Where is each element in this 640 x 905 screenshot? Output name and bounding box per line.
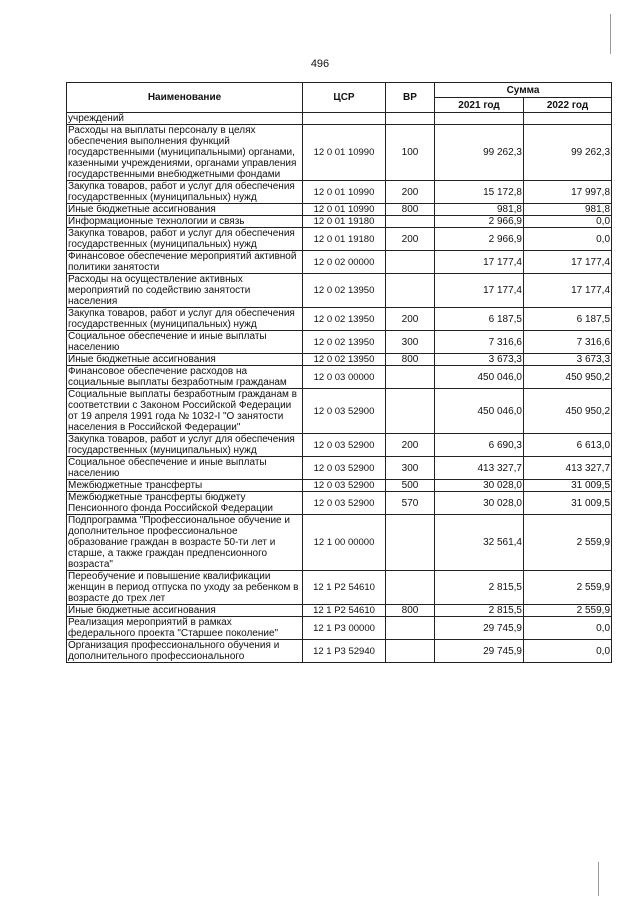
cell-2021: 17 177,4 bbox=[435, 251, 524, 274]
cell-vr bbox=[386, 515, 435, 571]
table-row bbox=[67, 251, 612, 274]
cell-2022: 31 009,5 bbox=[524, 492, 612, 515]
cell-csr: 12 0 03 52900 bbox=[303, 492, 386, 515]
edge-mark-bottom bbox=[598, 862, 599, 896]
table-row bbox=[67, 113, 612, 125]
cell-name: Переобучение и повышение квалификации женщин в период отпуска по уходу за ребенком в возрасте до трех лет bbox=[67, 571, 303, 605]
cell-2021: 413 327,7 bbox=[435, 457, 524, 480]
cell-2021: 2 966,9 bbox=[435, 216, 524, 228]
cell-csr: 12 0 03 52900 bbox=[303, 434, 386, 457]
table-row bbox=[67, 366, 612, 389]
header-name: Наименование bbox=[67, 83, 303, 113]
cell-csr: 12 0 02 13950 bbox=[303, 274, 386, 308]
table-row bbox=[67, 274, 612, 308]
cell-csr: 12 0 02 13950 bbox=[303, 331, 386, 354]
table-row bbox=[67, 640, 612, 663]
table-row bbox=[67, 354, 612, 366]
cell-2021: 2 966,9 bbox=[435, 228, 524, 251]
cell-name: Расходы на выплаты персоналу в целях обеспечения выполнения функций государственными (муниципальными) органами, казенными учреждениями, органами управления государственными внебюджетными фондами bbox=[67, 125, 303, 181]
cell-2021: 450 046,0 bbox=[435, 389, 524, 434]
cell-2021: 3 673,3 bbox=[435, 354, 524, 366]
edge-mark-top bbox=[610, 14, 611, 54]
cell-name: Межбюджетные трансферты бюджету Пенсионного фонда Российской Федерации bbox=[67, 492, 303, 515]
cell-name: Реализация мероприятий в рамках федерального проекта "Старшее поколение" bbox=[67, 617, 303, 640]
table-row bbox=[67, 389, 612, 434]
cell-csr: 12 0 01 10990 bbox=[303, 181, 386, 204]
cell-vr: 100 bbox=[386, 125, 435, 181]
cell-name: Закупка товаров, работ и услуг для обеспечения государственных (муниципальных) нужд bbox=[67, 228, 303, 251]
cell-name: Социальное обеспечение и иные выплаты населению bbox=[67, 457, 303, 480]
cell-name: Финансовое обеспечение мероприятий активной политики занятости bbox=[67, 251, 303, 274]
header-vr: ВР bbox=[386, 83, 435, 113]
cell-name: Закупка товаров, работ и услуг для обеспечения государственных (муниципальных) нужд bbox=[67, 434, 303, 457]
cell-vr: 500 bbox=[386, 480, 435, 492]
cell-vr: 200 bbox=[386, 228, 435, 251]
cell-vr bbox=[386, 617, 435, 640]
cell-2022: 99 262,3 bbox=[524, 125, 612, 181]
table-row bbox=[67, 605, 612, 617]
cell-csr: 12 0 02 00000 bbox=[303, 251, 386, 274]
page-number: 496 bbox=[310, 58, 330, 70]
cell-csr: 12 0 02 13950 bbox=[303, 354, 386, 366]
cell-2021 bbox=[435, 113, 524, 125]
cell-2021: 32 561,4 bbox=[435, 515, 524, 571]
table-row bbox=[67, 125, 612, 181]
cell-2022: 2 559,9 bbox=[524, 605, 612, 617]
cell-csr: 12 0 03 00000 bbox=[303, 366, 386, 389]
cell-vr bbox=[386, 274, 435, 308]
cell-2022 bbox=[524, 113, 612, 125]
table-row bbox=[67, 204, 612, 216]
table-row bbox=[67, 308, 612, 331]
cell-name: Расходы на осуществление активных мероприятий по содействию занятости населения bbox=[67, 274, 303, 308]
header-csr: ЦСР bbox=[303, 83, 386, 113]
cell-name: Организация профессионального обучения и дополнительного профессионального bbox=[67, 640, 303, 663]
table-row bbox=[67, 331, 612, 354]
cell-name: Межбюджетные трансферты bbox=[67, 480, 303, 492]
table-row bbox=[67, 492, 612, 515]
budget-table bbox=[66, 82, 612, 663]
cell-2022: 2 559,9 bbox=[524, 515, 612, 571]
cell-vr: 800 bbox=[386, 605, 435, 617]
cell-vr bbox=[386, 389, 435, 434]
cell-name: Социальные выплаты безработным гражданам в соответствии с Законом Российской Федерации от 19 апреля 1991 года № 1032-I "О занятости населения в Российской Федерации" bbox=[67, 389, 303, 434]
cell-2022: 31 009,5 bbox=[524, 480, 612, 492]
cell-vr: 200 bbox=[386, 434, 435, 457]
cell-vr: 300 bbox=[386, 457, 435, 480]
cell-csr: 12 0 03 52900 bbox=[303, 480, 386, 492]
cell-2022: 6 187,5 bbox=[524, 308, 612, 331]
cell-2022: 3 673,3 bbox=[524, 354, 612, 366]
cell-2022: 450 950,2 bbox=[524, 389, 612, 434]
cell-2021: 2 815,5 bbox=[435, 571, 524, 605]
cell-2022: 0,0 bbox=[524, 216, 612, 228]
cell-vr bbox=[386, 113, 435, 125]
cell-2021: 450 046,0 bbox=[435, 366, 524, 389]
cell-2022: 981,8 bbox=[524, 204, 612, 216]
cell-2021: 17 177,4 bbox=[435, 274, 524, 308]
cell-name: Иные бюджетные ассигнования bbox=[67, 605, 303, 617]
table-row bbox=[67, 480, 612, 492]
cell-2022: 413 327,7 bbox=[524, 457, 612, 480]
cell-2022: 6 613,0 bbox=[524, 434, 612, 457]
cell-csr: 12 0 01 19180 bbox=[303, 216, 386, 228]
table-header bbox=[67, 83, 612, 113]
table-row bbox=[67, 228, 612, 251]
cell-name: Подпрограмма "Профессиональное обучение и дополнительное профессиональное образование граждан в возрасте 50-ти лет и старше, а также граждан предпенсионного возраста" bbox=[67, 515, 303, 571]
table-row bbox=[67, 181, 612, 204]
cell-2022: 0,0 bbox=[524, 640, 612, 663]
cell-vr: 800 bbox=[386, 354, 435, 366]
cell-vr: 300 bbox=[386, 331, 435, 354]
cell-csr: 12 1 00 00000 bbox=[303, 515, 386, 571]
table-row bbox=[67, 216, 612, 228]
cell-2022: 17 177,4 bbox=[524, 251, 612, 274]
cell-2022: 17 177,4 bbox=[524, 274, 612, 308]
cell-2021: 29 745,9 bbox=[435, 617, 524, 640]
cell-csr: 12 0 01 10990 bbox=[303, 125, 386, 181]
cell-2022: 450 950,2 bbox=[524, 366, 612, 389]
cell-csr: 12 0 01 19180 bbox=[303, 228, 386, 251]
header-sum: Сумма bbox=[435, 83, 612, 98]
cell-2021: 6 187,5 bbox=[435, 308, 524, 331]
table-row bbox=[67, 434, 612, 457]
header-year-2021: 2021 год bbox=[435, 98, 524, 113]
cell-vr bbox=[386, 216, 435, 228]
cell-2021: 2 815,5 bbox=[435, 605, 524, 617]
cell-2022: 0,0 bbox=[524, 228, 612, 251]
cell-csr: 12 1 P2 54610 bbox=[303, 571, 386, 605]
cell-vr: 200 bbox=[386, 308, 435, 331]
cell-2021: 30 028,0 bbox=[435, 492, 524, 515]
cell-name: Иные бюджетные ассигнования bbox=[67, 354, 303, 366]
cell-2021: 30 028,0 bbox=[435, 480, 524, 492]
cell-csr: 12 0 02 13950 bbox=[303, 308, 386, 331]
cell-2021: 6 690,3 bbox=[435, 434, 524, 457]
cell-csr bbox=[303, 113, 386, 125]
cell-2021: 15 172,8 bbox=[435, 181, 524, 204]
table-row bbox=[67, 457, 612, 480]
table-row bbox=[67, 515, 612, 571]
cell-vr bbox=[386, 366, 435, 389]
cell-2021: 7 316,6 bbox=[435, 331, 524, 354]
cell-csr: 12 1 P3 00000 bbox=[303, 617, 386, 640]
header-year-2022: 2022 год bbox=[524, 98, 612, 113]
cell-csr: 12 1 P2 54610 bbox=[303, 605, 386, 617]
cell-vr: 200 bbox=[386, 181, 435, 204]
cell-name: учреждений bbox=[67, 113, 303, 125]
cell-vr bbox=[386, 640, 435, 663]
cell-csr: 12 0 03 52900 bbox=[303, 389, 386, 434]
cell-2022: 2 559,9 bbox=[524, 571, 612, 605]
cell-csr: 12 1 P3 52940 bbox=[303, 640, 386, 663]
cell-2022: 17 997,8 bbox=[524, 181, 612, 204]
cell-csr: 12 0 03 52900 bbox=[303, 457, 386, 480]
cell-2021: 981,8 bbox=[435, 204, 524, 216]
cell-2021: 29 745,9 bbox=[435, 640, 524, 663]
cell-name: Закупка товаров, работ и услуг для обеспечения государственных (муниципальных) нужд bbox=[67, 308, 303, 331]
table-row bbox=[67, 617, 612, 640]
budget-table-container bbox=[66, 82, 611, 663]
cell-name: Закупка товаров, работ и услуг для обеспечения государственных (муниципальных) нужд bbox=[67, 181, 303, 204]
table-row bbox=[67, 571, 612, 605]
cell-vr bbox=[386, 571, 435, 605]
cell-name: Иные бюджетные ассигнования bbox=[67, 204, 303, 216]
cell-name: Информационные технологии и связь bbox=[67, 216, 303, 228]
cell-2021: 99 262,3 bbox=[435, 125, 524, 181]
cell-name: Социальное обеспечение и иные выплаты населению bbox=[67, 331, 303, 354]
cell-vr bbox=[386, 251, 435, 274]
cell-2022: 0,0 bbox=[524, 617, 612, 640]
cell-csr: 12 0 01 10990 bbox=[303, 204, 386, 216]
cell-name: Финансовое обеспечение расходов на социальные выплаты безработным гражданам bbox=[67, 366, 303, 389]
table-body bbox=[67, 113, 612, 663]
cell-2022: 7 316,6 bbox=[524, 331, 612, 354]
cell-vr: 800 bbox=[386, 204, 435, 216]
cell-vr: 570 bbox=[386, 492, 435, 515]
